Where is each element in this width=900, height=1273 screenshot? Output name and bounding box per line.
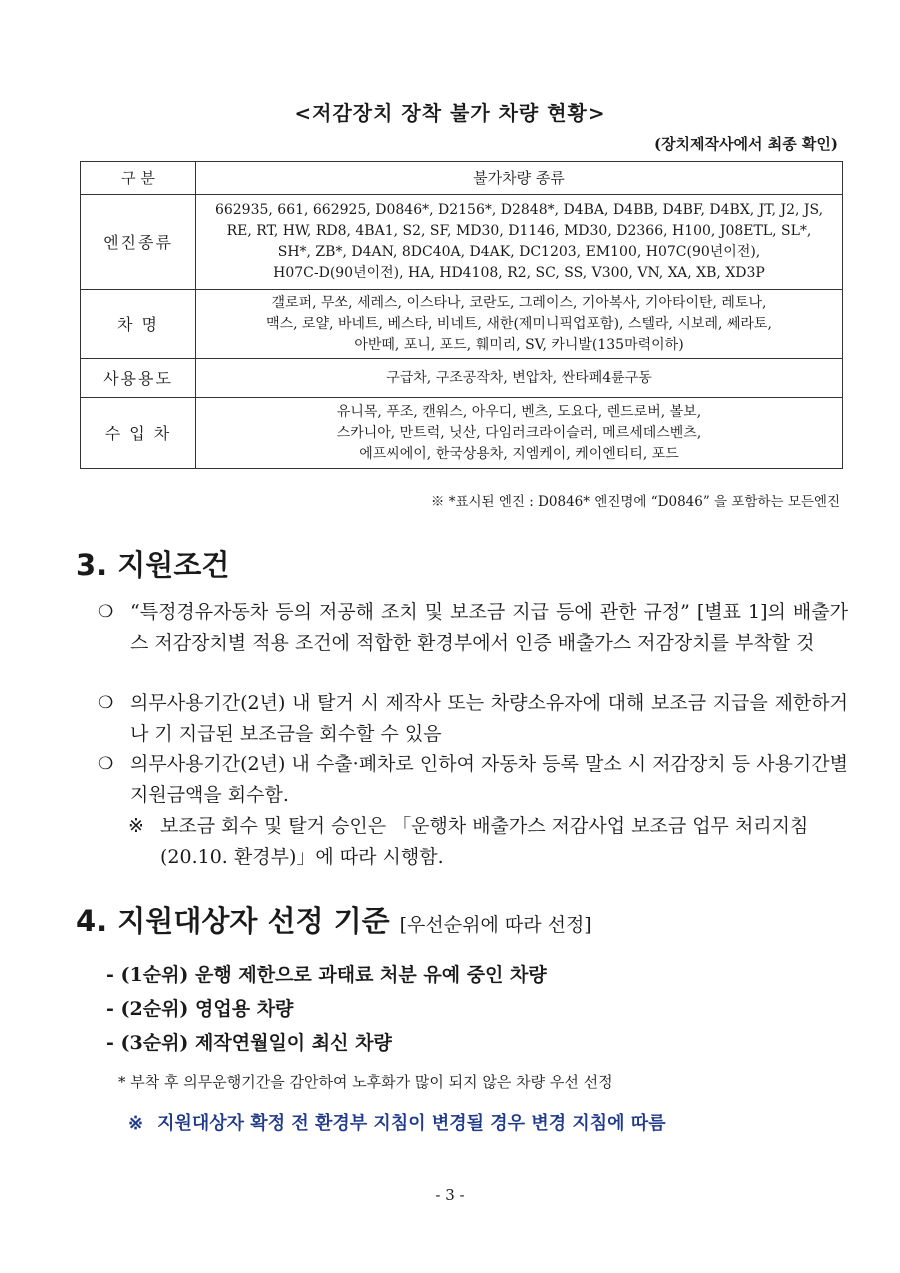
- circle-bullet-icon: ❍: [98, 754, 114, 774]
- table-header-category: 구 분: [81, 162, 196, 195]
- row-content-engine: [196, 195, 843, 290]
- table-line: 유니목, 푸조, 캔워스, 아우디, 벤츠, 도요다, 렌드로버, 볼보,: [336, 403, 702, 420]
- row-label-imported: 수 입 차: [81, 398, 196, 469]
- table-line: 갤로퍼, 무쏘, 세레스, 이스타나, 코란도, 그레이스, 기아복사, 기아타이탄, 레토나,: [271, 294, 767, 311]
- priority-note: * 부착 후 의무운행기간을 감안하여 노후화가 많이 되지 않은 차량 우선 선정: [118, 1073, 613, 1091]
- section-4-title: [76, 899, 592, 940]
- condition-bullet: [98, 597, 848, 659]
- condition-bullet: [98, 688, 848, 750]
- table-line: 662935, 661, 662925, D0846*, D2156*, D2848*, D4BA, D4BB, D4BF, D4BX, JT, J2, JS,: [214, 202, 824, 218]
- table-line: 구급차, 구조공작차, 변압차, 싼타페4륜구동: [386, 369, 652, 386]
- priority-item: - (1순위) 운행 제한으로 과태료 처분 유예 중인 차량: [106, 964, 547, 986]
- table-line: 아반떼, 포니, 포드, 훼미리, SV, 카니발(135마력이하): [354, 336, 684, 353]
- reference-mark-icon: ※: [128, 1113, 144, 1134]
- table-footnote: ※ *표시된 엔진 : D0846* 엔진명에 “D0846” 을 포함하는 모든엔진: [430, 494, 840, 510]
- condition-bullet: [98, 749, 848, 811]
- table-line: SH*, ZB*, D4AN, 8DC40A, D4AK, DC1203, EM100, H07C(90년이전),: [277, 244, 761, 260]
- bullet-text: “특정경유자동차 등의 저공해 조치 및 보조금 지급 등에 관한 규정” [별표 1]의 배출가스 저감장치별 적용 조건에 적합한 환경부에서 인증 배출가스 저감장치를 부착할 것: [130, 601, 848, 654]
- table-row: [81, 398, 843, 469]
- bullet-text: 의무사용기간(2년) 내 수출·폐차로 인하여 자동차 등록 말소 시 저감장치 등 사용기간별 지원금액을 회수함.: [130, 753, 848, 806]
- reference-note: [128, 811, 848, 873]
- table-row: [81, 195, 843, 290]
- circle-bullet-icon: ❍: [98, 602, 114, 622]
- section-4-subtitle: [우선순위에 따라 선정]: [399, 914, 592, 936]
- priority-item: - (3순위) 제작연월일이 최신 차량: [106, 1032, 392, 1054]
- guideline-change-note: [128, 1109, 666, 1135]
- bullet-text: 의무사용기간(2년) 내 탈거 시 제작사 또는 차량소유자에 대해 보조금 지급을 제한하거나 기 지급된 보조금을 회수할 수 있음: [130, 692, 848, 745]
- table-line: RE, RT, HW, RD8, 4BA1, S2, SF, MD30, D1146, MD30, D2366, H100, J08ETL, SL*,: [226, 223, 812, 239]
- circle-bullet-icon: ❍: [98, 693, 114, 713]
- restricted-vehicle-table: [80, 161, 843, 469]
- row-label-model: 차 명: [81, 290, 196, 359]
- section-4-heading: 4. 지원대상자 선정 기준: [76, 904, 390, 938]
- row-content-model: [196, 290, 843, 359]
- reference-mark-icon: ※: [128, 815, 144, 837]
- row-content-usage: [196, 359, 843, 398]
- row-content-imported: [196, 398, 843, 469]
- table-source-note: (장치제작사에서 최종 확인): [653, 135, 838, 153]
- priority-item: - (2순위) 영업용 차량: [106, 998, 294, 1020]
- table-line: 스카니아, 만트럭, 닛산, 다임러크라이슬러, 메르세데스벤츠,: [336, 424, 702, 441]
- table-header-vehicle-types: 불가차량 종류: [196, 162, 843, 195]
- row-label-usage: 사용용도: [81, 359, 196, 398]
- table-row: [81, 290, 843, 359]
- reference-text: 보조금 회수 및 탈거 승인은 「운행차 배출가스 저감사업 보조금 업무 처리지침(20.10. 환경부)」에 따라 시행함.: [160, 815, 809, 868]
- row-label-engine: 엔진종류: [81, 195, 196, 290]
- table-title: <저감장치 장착 불가 차량 현황>: [294, 101, 606, 125]
- guideline-change-text: 지원대상자 확정 전 환경부 지침이 변경될 경우 변경 지침에 따름: [157, 1113, 666, 1134]
- page-number: - 3 -: [435, 1186, 465, 1204]
- table-line: 에프씨에이, 한국상용차, 지엠케이, 케이엔티티, 포드: [359, 445, 679, 462]
- section-3-title: 3. 지원조건: [76, 548, 230, 582]
- table-line: 맥스, 로얄, 바네트, 베스타, 비네트, 새한(제미니픽업포함), 스텔라, 시보레, 쎄라토,: [266, 315, 772, 332]
- table-line: H07C-D(90년이전), HA, HD4108, R2, SC, SS, V300, VN, XA, XB, XD3P: [273, 265, 765, 281]
- table-row: [81, 359, 843, 398]
